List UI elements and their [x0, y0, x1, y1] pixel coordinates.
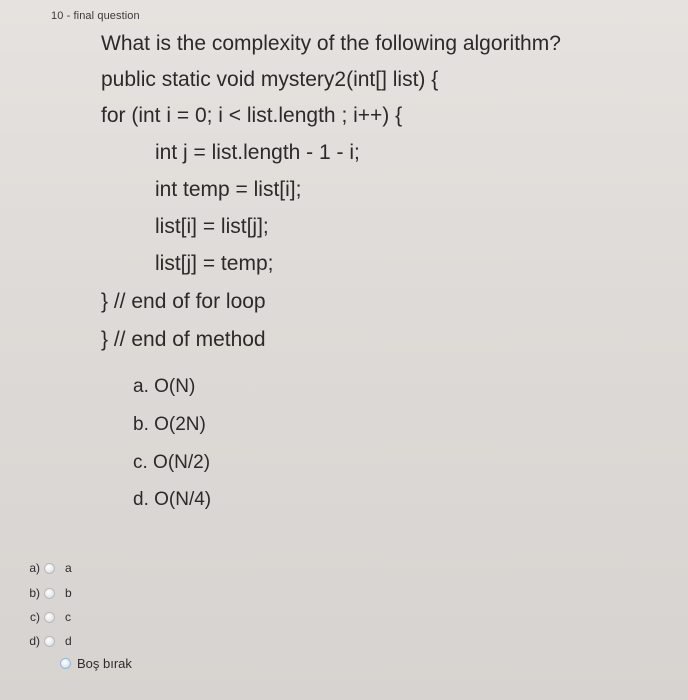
answer-label: d) [29, 634, 40, 648]
code-line-temp: int temp = list[i]; [155, 178, 302, 201]
answer-text: b [65, 586, 72, 600]
radio-button[interactable] [44, 612, 55, 623]
code-line-assign-j: list[j] = temp; [155, 252, 274, 275]
code-line-signature: public static void mystery2(int[] list) { [101, 68, 439, 91]
answer-label: a) [29, 561, 40, 575]
clear-answer-option[interactable] [60, 656, 132, 671]
code-line-for: for (int i = 0; i < list.length ; i++) { [101, 104, 403, 127]
answer-label: c) [30, 610, 40, 624]
question-header: 10 - final question [51, 10, 140, 22]
radio-button[interactable] [44, 636, 55, 647]
code-line-j: int j = list.length - 1 - i; [155, 141, 360, 164]
clear-answer-label: Boş bırak [77, 656, 132, 671]
answer-label: b) [29, 586, 40, 600]
answer-row-b[interactable] [18, 585, 72, 601]
choice-b: b. O(2N) [133, 414, 206, 435]
answer-row-c[interactable] [18, 609, 71, 625]
question-text: What is the complexity of the following algorithm? [101, 32, 561, 55]
radio-button[interactable] [44, 588, 55, 599]
choice-a: a. O(N) [133, 376, 196, 397]
choice-d: d. O(N/4) [133, 489, 212, 510]
code-line-assign-i: list[i] = list[j]; [155, 215, 269, 238]
answer-text: a [65, 561, 72, 575]
answer-text: c [65, 610, 71, 624]
choice-c: c. O(N/2) [133, 452, 211, 473]
code-line-end-method: } // end of method [101, 328, 266, 351]
code-line-end-for: } // end of for loop [101, 290, 266, 313]
radio-button[interactable] [44, 563, 55, 574]
answer-row-d[interactable] [18, 633, 72, 649]
answer-row-a[interactable] [18, 560, 72, 576]
answer-text: d [65, 634, 72, 648]
clear-radio-button[interactable] [60, 658, 71, 669]
